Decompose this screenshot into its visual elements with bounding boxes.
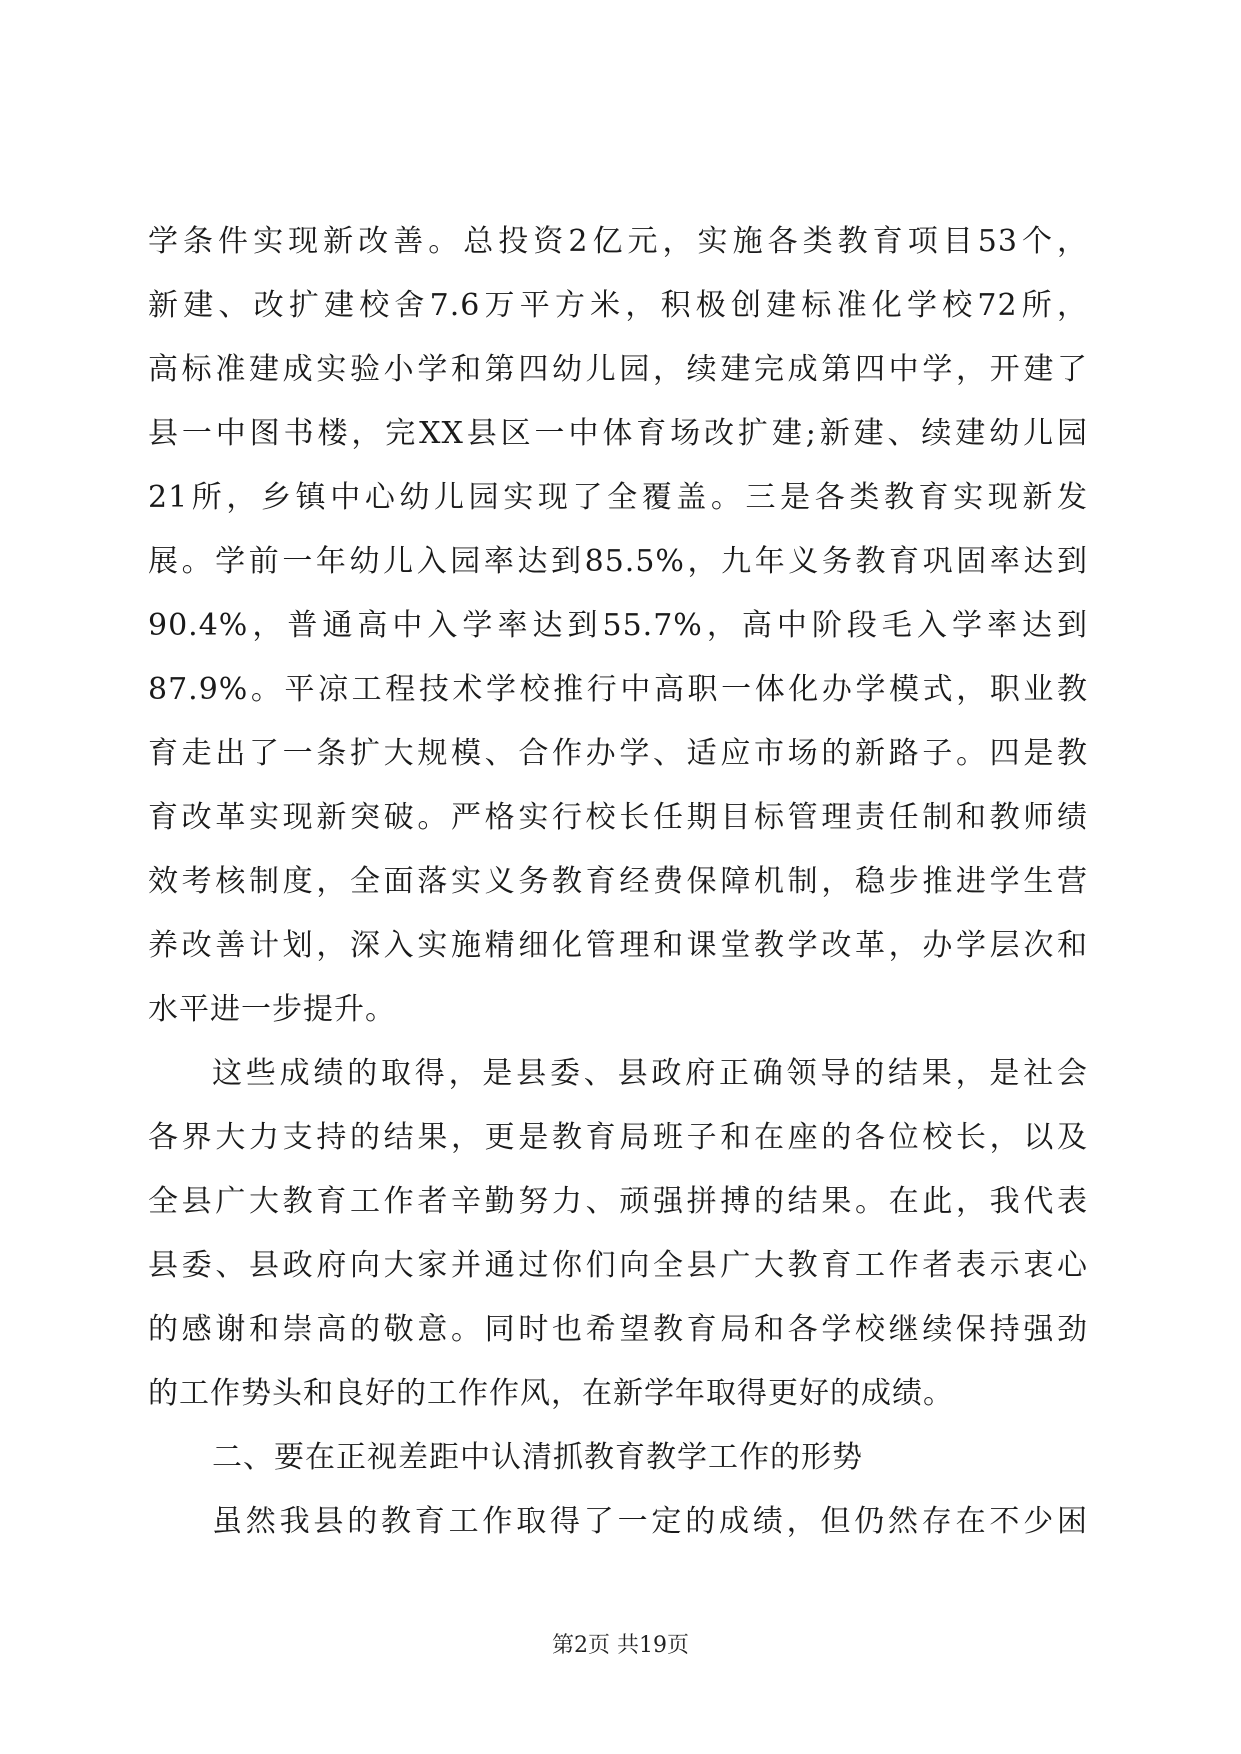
text-line: 的感谢和崇高的敬意。同时也希望教育局和各学校继续保持强劲 — [148, 1312, 1088, 1347]
text-line: 高标准建成实验小学和第四幼儿园，续建完成第四中学，开建了 — [148, 352, 1088, 387]
text-line: 学条件实现新改善。总投资2亿元，实施各类教育项目53个， — [148, 224, 1088, 259]
text-line: 养改善计划，深入实施精细化管理和课堂教学改革，办学层次和 — [148, 928, 1088, 963]
text-line: 县委、县政府向大家并通过你们向全县广大教育工作者表示衷心 — [148, 1248, 1088, 1283]
text-line: 的工作势头和良好的工作作风，在新学年取得更好的成绩。 — [148, 1376, 954, 1411]
text-line: 新建、改扩建校舍7.6万平方米，积极创建标准化学校72所， — [148, 288, 1088, 323]
text-line: 展。学前一年幼儿入园率达到85.5%，九年义务教育巩固率达到 — [148, 544, 1088, 579]
page-number-footer: 第2页 共19页 — [552, 1633, 689, 1658]
text-line: 育走出了一条扩大规模、合作办学、适应市场的新路子。四是教 — [148, 736, 1088, 771]
paragraph-first-line: 虽然我县的教育工作取得了一定的成绩，但仍然存在不少困 — [212, 1504, 1088, 1539]
text-line: 各界大力支持的结果，更是教育局班子和在座的各位校长，以及 — [148, 1120, 1088, 1155]
text-line: 21所，乡镇中心幼儿园实现了全覆盖。三是各类教育实现新发 — [148, 480, 1088, 515]
text-line: 87.9%。平凉工程技术学校推行中高职一体化办学模式，职业教 — [148, 672, 1088, 707]
text-line: 县一中图书楼，完XX县区一中体育场改扩建;新建、续建幼儿园 — [148, 416, 1088, 451]
paragraph-first-line: 这些成绩的取得，是县委、县政府正确领导的结果，是社会 — [212, 1056, 1088, 1091]
text-line: 全县广大教育工作者辛勤努力、顽强拼搏的结果。在此，我代表 — [148, 1184, 1088, 1219]
text-line: 90.4%，普通高中入学率达到55.7%，高中阶段毛入学率达到 — [148, 608, 1088, 643]
text-line: 水平进一步提升。 — [148, 992, 396, 1027]
text-line: 育改革实现新突破。严格实行校长任期目标管理责任制和教师绩 — [148, 800, 1088, 835]
section-heading: 二、要在正视差距中认清抓教育教学工作的形势 — [212, 1440, 863, 1475]
text-line: 效考核制度，全面落实义务教育经费保障机制，稳步推进学生营 — [148, 864, 1088, 899]
document-body — [148, 210, 1088, 1554]
